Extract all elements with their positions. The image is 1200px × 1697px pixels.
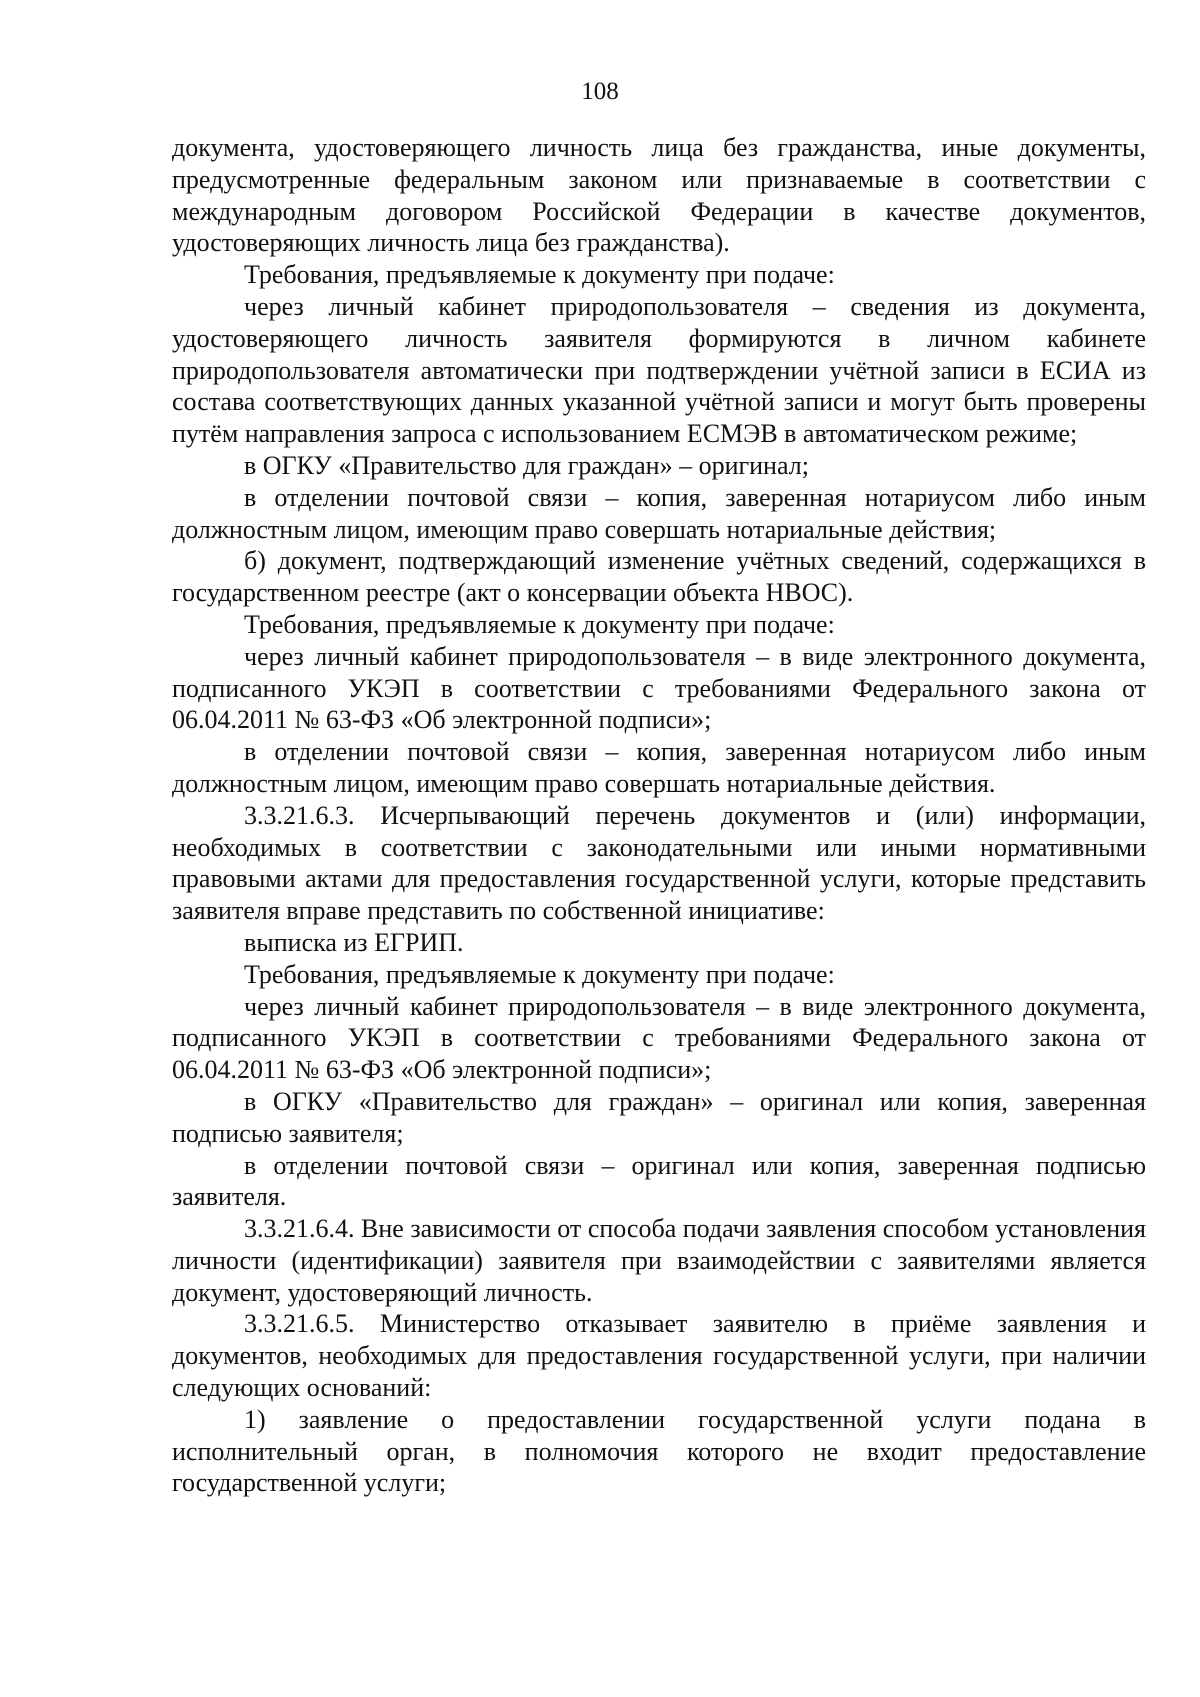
paragraph-ogku: в ОГКУ «Правительство для граждан» – оригинал; bbox=[244, 450, 809, 480]
paragraph-clause-3-3-21-6-3: 3.3.21.6.3. Исчерпывающий перечень документов и (или) информации, необходимых в соответствии с законодательными или иными нормативными правовыми актами для предоставления государственной услуги, которые представить заявителя вправе представить по собственной инициативе: bbox=[172, 800, 1146, 926]
paragraph-post-office: в отделении почтовой связи – копия, заверенная нотариусом либо иным должностным лицом, имеющим право совершать нотариальные действия. bbox=[172, 737, 1146, 798]
paragraph-requirements-heading: Требования, предъявляемые к документу при подаче: bbox=[244, 609, 835, 639]
paragraph-personal-cabinet: через личный кабинет природопользователя – в виде электронного документа, подписанного УКЭП в соответствии с требованиями Федерального закона от 06.04.2011 № 63-ФЗ «Об электронной подписи»; bbox=[172, 991, 1146, 1085]
paragraph-clause-3-3-21-6-4: 3.3.21.6.4. Вне зависимости от способа подачи заявления способом установления личности (идентификации) заявителя при взаимодействии с заявителями является документ, удостоверяющий личность. bbox=[172, 1214, 1146, 1307]
paragraph-item-1: 1) заявление о предоставлении государственной услуги подана в исполнительный орган, в полномочия которого не входит предоставление государственной услуги; bbox=[172, 1404, 1146, 1498]
paragraph-personal-cabinet: через личный кабинет природопользователя – в виде электронного документа, подписанного УКЭП в соответствии с требованиями Федерального закона от 06.04.2011 № 63-ФЗ «Об электронной подписи»; bbox=[172, 641, 1146, 735]
document-body bbox=[172, 132, 1146, 1499]
paragraph-ogku: в ОГКУ «Правительство для граждан» – оригинал или копия, заверенная подписью заявителя; bbox=[172, 1086, 1146, 1148]
paragraph-requirements-heading: Требования, предъявляемые к документу при подаче: bbox=[244, 959, 835, 989]
paragraph-continuation: документа, удостоверяющего личность лица без гражданства, иные документы, предусмотренные федеральным законом или признаваемые в соответствии с международным договором Российской Федерации в качестве документов, удостоверяющих личность лица без гражданства). bbox=[172, 133, 1146, 258]
paragraph-post-office: в отделении почтовой связи – оригинал или копия, заверенная подписью заявителя. bbox=[172, 1150, 1146, 1212]
paragraph-personal-cabinet: через личный кабинет природопользователя – сведения из документа, удостоверяющего личность заявителя формируются в личном кабинете природопользователя автоматически при подтверждении учётной записи в ЕСИА из состава соответствующих данных указанной учётной записи и могут быть проверены путём направления запроса с использованием ЕСМЭВ в автоматическом режиме; bbox=[172, 291, 1146, 449]
page-number: 108 bbox=[581, 78, 619, 105]
paragraph-post-office: в отделении почтовой связи – копия, заверенная нотариусом либо иным должностным лицом, имеющим право совершать нотариальные действия; bbox=[172, 482, 1146, 544]
paragraph-clause-3-3-21-6-5: 3.3.21.6.5. Министерство отказывает заявителю в приёме заявления и документов, необходимых для предоставления государственной услуги, при наличии следующих оснований: bbox=[172, 1309, 1146, 1403]
paragraph-requirements-heading: Требования, предъявляемые к документу при подаче: bbox=[244, 260, 835, 290]
paragraph-item-b: б) документ, подтверждающий изменение учётных сведений, содержащихся в государственном реестре (акт о консервации объекта НВОС). bbox=[172, 546, 1146, 608]
paragraph-egrip-extract: выписка из ЕГРИП. bbox=[244, 927, 464, 957]
